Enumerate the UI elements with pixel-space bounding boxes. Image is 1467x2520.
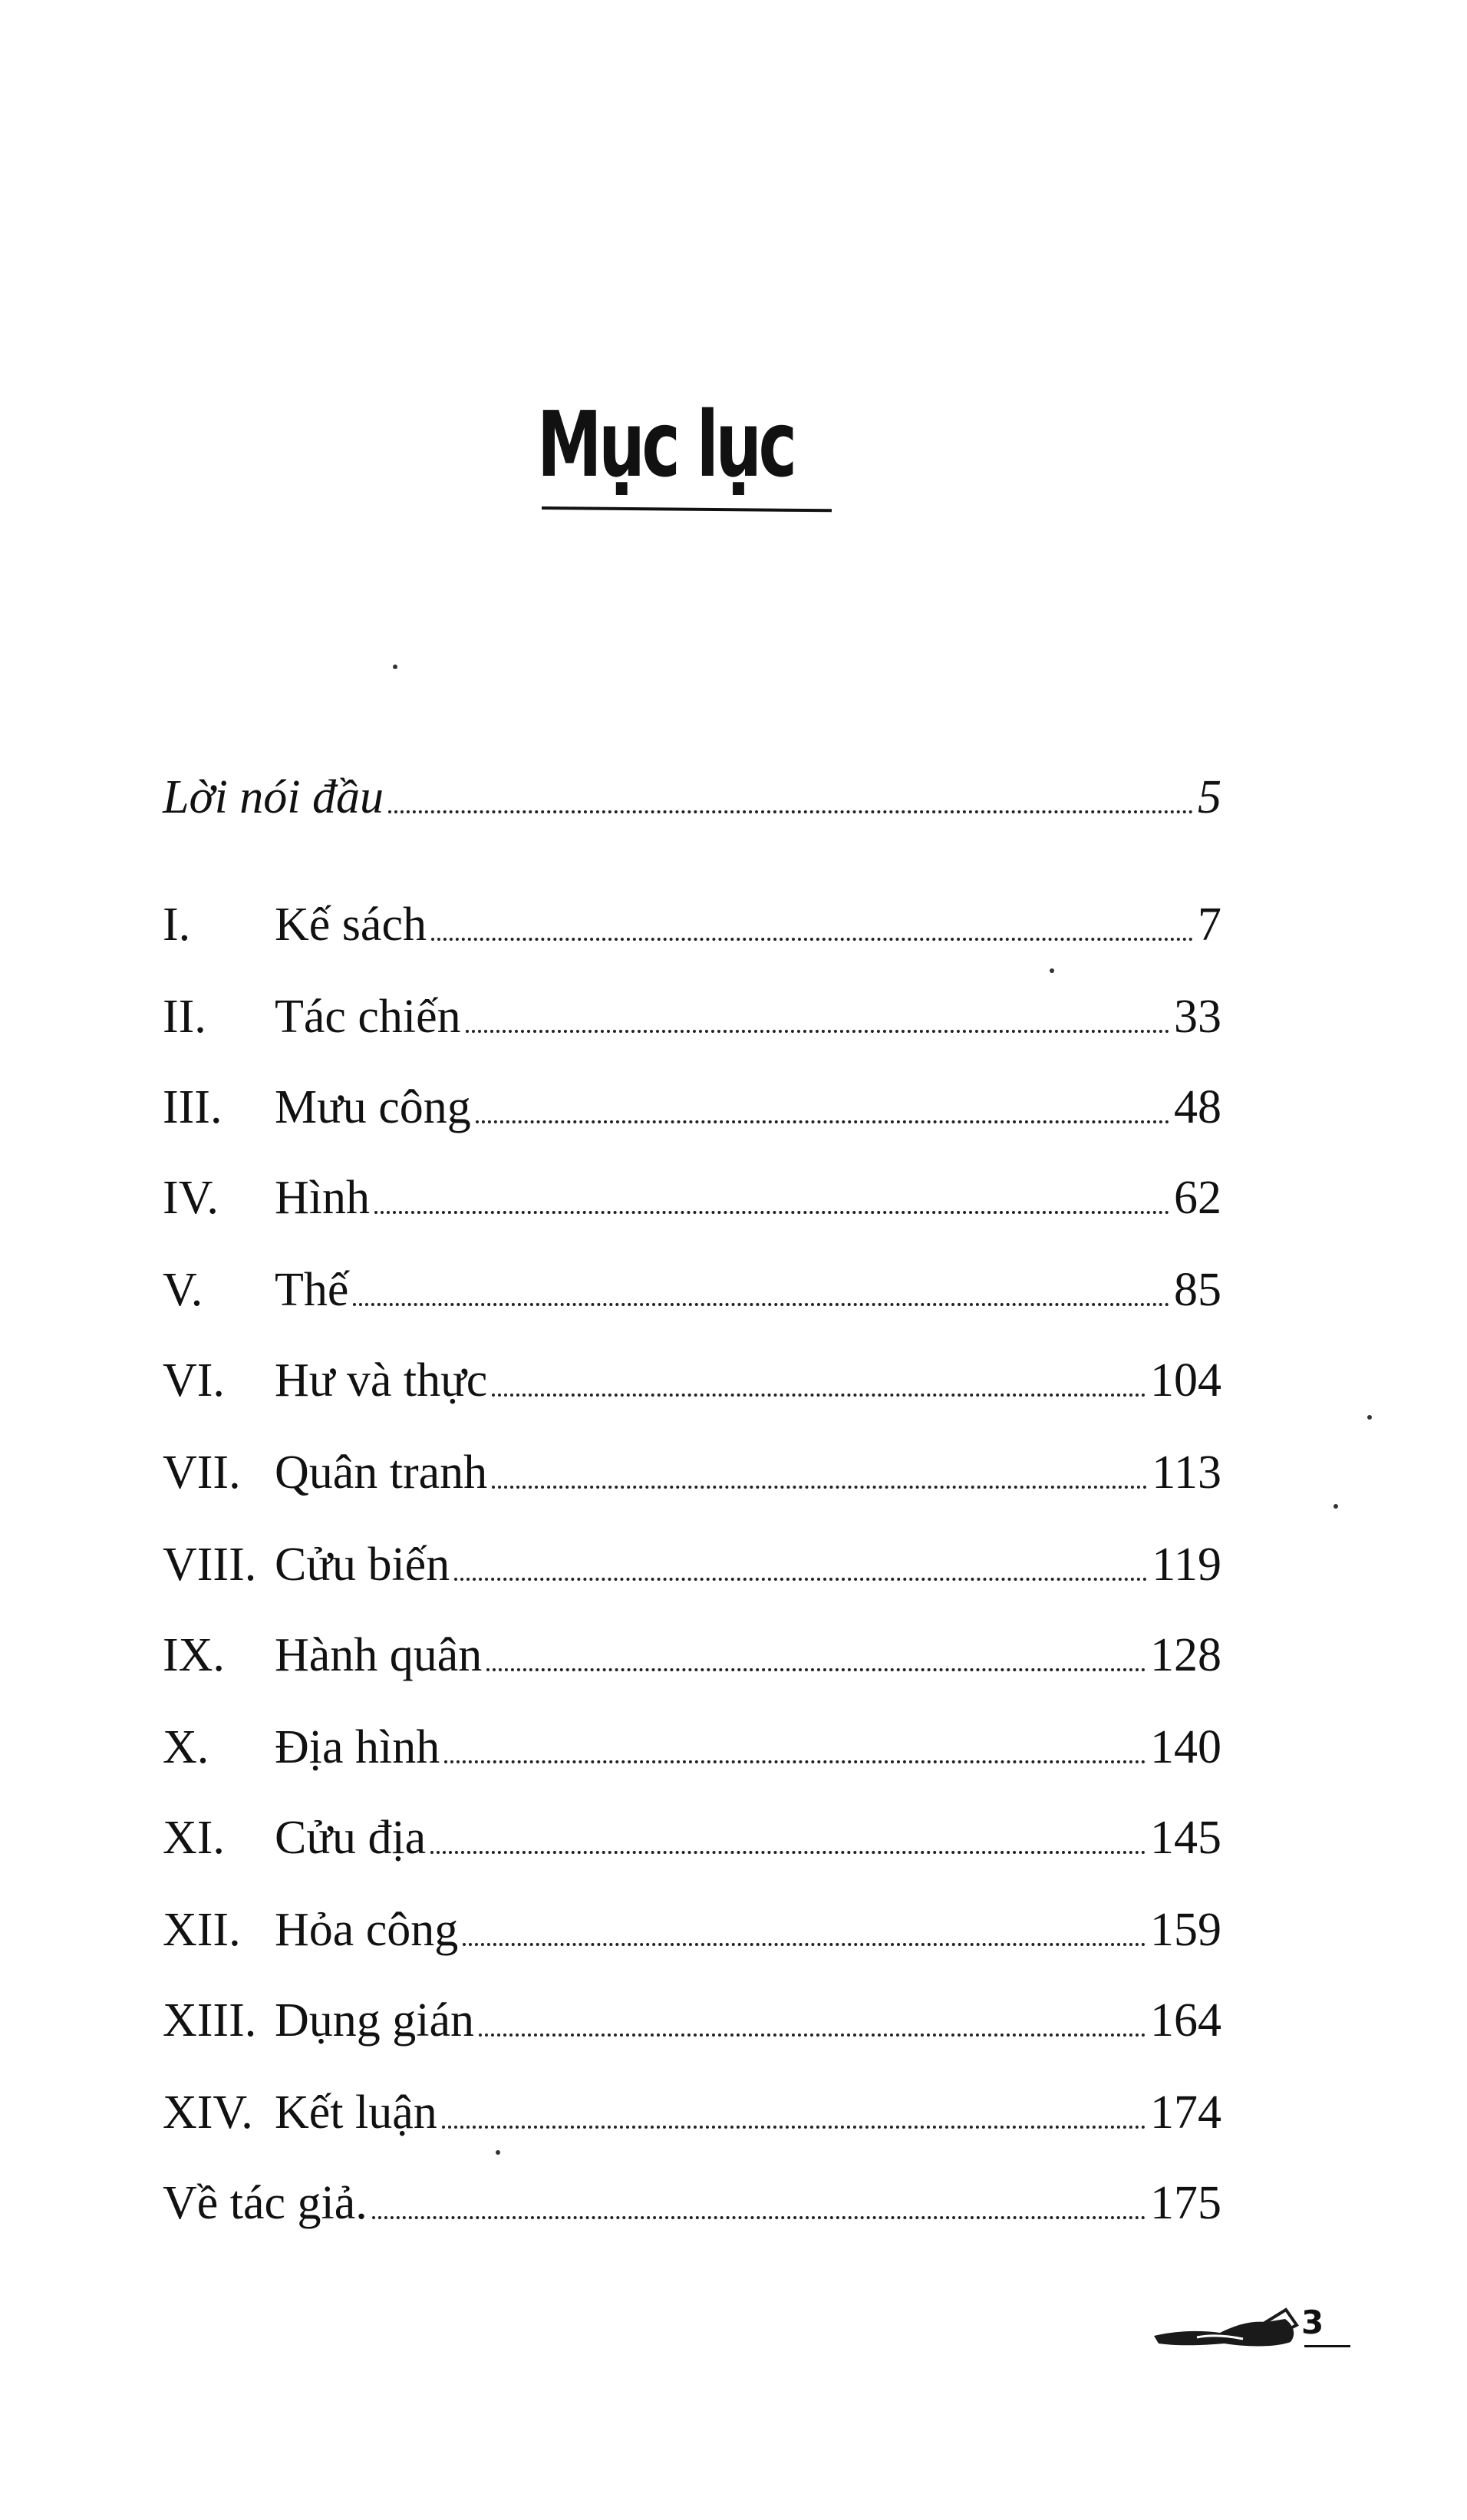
toc-entry-page: 62 [1174,1172,1221,1224]
dot-leader [442,2126,1146,2129]
toc-entry-label: Lời nói đầu [163,771,384,823]
toc-entry-chapter-14[interactable] [163,2083,1221,2139]
toc-entry-page: 104 [1150,1354,1221,1407]
dot-leader [492,1486,1147,1489]
dot-leader [372,2216,1146,2219]
toc-entry-label: Hình [275,1172,370,1224]
toc-entry-page: 128 [1150,1629,1221,1681]
toc-entry-page: 140 [1150,1721,1221,1773]
dot-leader [374,1211,1169,1214]
page-footer [1151,2302,1350,2356]
toc-entry-chapter-1[interactable] [163,895,1221,951]
toc-entry-label: Quân tranh [275,1446,488,1499]
dot-leader [388,810,1193,813]
chapter-number: II. [163,991,206,1043]
chapter-number: XII. [163,1904,241,1956]
chapter-number: VIII. [163,1539,257,1591]
chapter-number: X. [163,1721,209,1773]
dot-leader [444,1760,1146,1763]
chapter-number: XIV. [163,2086,253,2139]
toc-entry-chapter-11[interactable] [163,1808,1221,1862]
dot-leader [492,1394,1146,1397]
dot-leader [476,1120,1169,1123]
toc-entry-chapter-10[interactable] [163,1717,1221,1771]
dot-leader [454,1578,1147,1581]
print-speck [496,2150,500,2155]
chapter-number: I. [163,899,191,951]
dot-leader [430,1851,1146,1854]
page-number-underline [1304,2345,1350,2347]
page-title: Mục lục [537,391,794,497]
toc-entry-preface[interactable] [163,767,1221,821]
dot-leader [479,2033,1146,2037]
toc-entry-chapter-8[interactable] [163,1535,1221,1591]
toc-entry-page: 159 [1150,1904,1221,1956]
toc-entry-page: 175 [1150,2177,1221,2229]
toc-entry-chapter-3[interactable] [163,1077,1221,1131]
toc-entry-chapter-4[interactable] [163,1168,1221,1222]
toc-entry-label: Địa hình [275,1721,440,1773]
toc-entry-label: Hành quân [275,1629,483,1681]
toc-entry-chapter-7[interactable] [163,1443,1221,1499]
toc-entry-label: Dụng gián [275,1994,475,2047]
toc-entry-page: 164 [1150,1994,1221,2047]
chapter-number: XIII. [163,1994,257,2047]
print-speck [1367,1415,1372,1420]
toc-entry-label: Cửu địa [275,1812,427,1864]
print-speck [1333,1504,1338,1509]
dot-leader [463,1943,1146,1946]
chapter-number: IX. [163,1629,225,1681]
print-speck [1050,968,1054,973]
dot-leader [431,938,1193,941]
toc-entry-page: 33 [1174,991,1221,1043]
toc-entry-page: 5 [1198,771,1221,823]
toc-entry-page: 174 [1150,2086,1221,2139]
toc-entry-label: Thế [275,1264,349,1316]
toc-entry-label: Về tác giả. [163,2177,368,2229]
print-speck [393,665,397,669]
toc-entry-label: Tác chiến [275,991,461,1043]
toc-entry-about-author[interactable] [163,2173,1221,2227]
toc-entry-chapter-13[interactable] [163,1991,1221,2047]
toc-entry-label: Hư và thực [275,1354,488,1407]
chapter-number: XI. [163,1812,225,1864]
chapter-number: V. [163,1264,203,1316]
toc-entry-label: Kế sách [275,899,427,951]
page-number: 3 [1301,2304,1324,2341]
toc-entry-chapter-9[interactable] [163,1625,1221,1679]
toc-entry-page: 7 [1198,899,1221,951]
toc-entry-page: 48 [1174,1081,1221,1133]
ink-brush-ornament-icon [1151,2302,1304,2356]
toc-entry-page: 85 [1174,1264,1221,1316]
dot-leader [486,1668,1146,1671]
toc-entry-chapter-5[interactable] [163,1260,1221,1314]
dot-leader [466,1030,1169,1033]
toc-entry-page: 145 [1150,1812,1221,1864]
toc-entry-chapter-6[interactable] [163,1351,1221,1407]
chapter-number: VII. [163,1446,241,1499]
toc-entry-page: 119 [1152,1539,1221,1591]
toc-entry-label: Kết luận [275,2086,437,2139]
toc-entry-page: 113 [1152,1446,1221,1499]
dot-leader [353,1303,1169,1306]
toc-entry-chapter-12[interactable] [163,1900,1221,1954]
chapter-number: III. [163,1081,223,1133]
chapter-number: VI. [163,1354,225,1407]
toc-entry-chapter-2[interactable] [163,987,1221,1041]
toc-entry-label: Hỏa công [275,1904,459,1956]
chapter-number: IV. [163,1172,219,1224]
toc-entry-label: Mưu công [275,1081,471,1133]
toc-entry-label: Cửu biến [275,1539,450,1591]
